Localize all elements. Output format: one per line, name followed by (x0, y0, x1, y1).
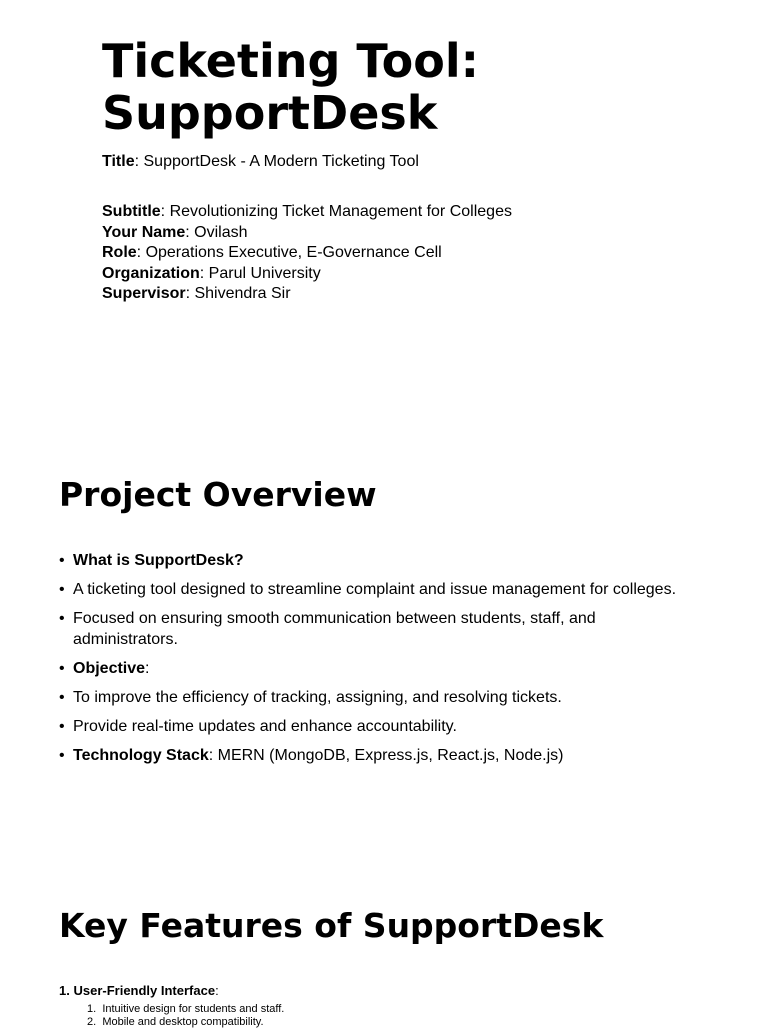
list-item (59, 717, 699, 738)
title-value: : SupportDesk - A Modern Ticketing Tool (134, 153, 419, 170)
bullet-icon: • (59, 552, 65, 569)
info-value: : Operations Executive, E-Governance Cell (136, 244, 442, 261)
bullet-text: Focused on ensuring smooth communication between students, staff, and administrators. (73, 610, 596, 648)
info-label: Subtitle (102, 203, 161, 220)
info-label: Your Name (102, 223, 186, 241)
info-value: : Ovilash (185, 223, 248, 241)
feature-title: User-Friendly Interface (73, 983, 216, 998)
info-row-name (102, 223, 512, 244)
bullet-text: : (145, 659, 150, 677)
info-label: Role (102, 244, 137, 261)
list-item (59, 609, 699, 650)
feature-sub-list (87, 1003, 699, 1029)
bullet-bold: What is SupportDesk? (73, 552, 244, 569)
info-row-supervisor (102, 284, 512, 305)
info-value: : Parul University (199, 264, 321, 282)
list-item (59, 688, 699, 709)
bullet-icon: • (59, 746, 65, 764)
bullet-text: To improve the efficiency of tracking, assigning, and resolving tickets. (73, 688, 562, 706)
info-row-organization (102, 264, 512, 285)
feature-sub-item (87, 1003, 699, 1016)
presenter-info (102, 202, 512, 305)
feature-number: 1. (59, 983, 70, 998)
info-row-role (102, 243, 512, 264)
feature-sub-item (87, 1016, 699, 1029)
title-label: Title (102, 153, 135, 170)
feature-suffix: : (215, 983, 219, 998)
title-line (102, 152, 419, 173)
overview-heading: Project Overview (59, 475, 377, 514)
sub-number: 2. (87, 1016, 97, 1028)
bullet-icon: • (59, 659, 65, 677)
sub-number: 1. (87, 1003, 97, 1015)
bullet-icon: • (59, 688, 65, 706)
slide-title: Ticketing Tool: SupportDesk (102, 34, 480, 140)
sub-text: Intuitive design for students and staff. (102, 1003, 285, 1015)
info-value: : Revolutionizing Ticket Management for Colleges (160, 203, 512, 220)
list-item (59, 659, 699, 680)
info-label: Organization (102, 264, 200, 282)
bullet-text: A ticketing tool designed to streamline complaint and issue management for colleges. (73, 581, 677, 598)
bullet-bold: Objective (73, 659, 146, 677)
list-item (59, 746, 699, 767)
bullet-text: : MERN (MongoDB, Express.js, React.js, Node.js) (208, 746, 564, 764)
info-value: : Shivendra Sir (185, 285, 291, 302)
list-item (59, 580, 699, 601)
bullet-text: Provide real-time updates and enhance accountability. (73, 717, 457, 735)
sub-text: Mobile and desktop compatibility. (102, 1016, 264, 1028)
info-row-subtitle (102, 202, 512, 223)
bullet-bold: Technology Stack (73, 746, 209, 764)
bullet-icon: • (59, 610, 65, 627)
overview-bullet-list (59, 551, 699, 775)
feature-item (59, 983, 699, 998)
bullet-icon: • (59, 717, 65, 735)
features-list (59, 983, 699, 1029)
features-heading: Key Features of SupportDesk (59, 906, 604, 945)
info-label: Supervisor (102, 285, 186, 302)
list-item (59, 551, 699, 572)
bullet-icon: • (59, 581, 65, 598)
